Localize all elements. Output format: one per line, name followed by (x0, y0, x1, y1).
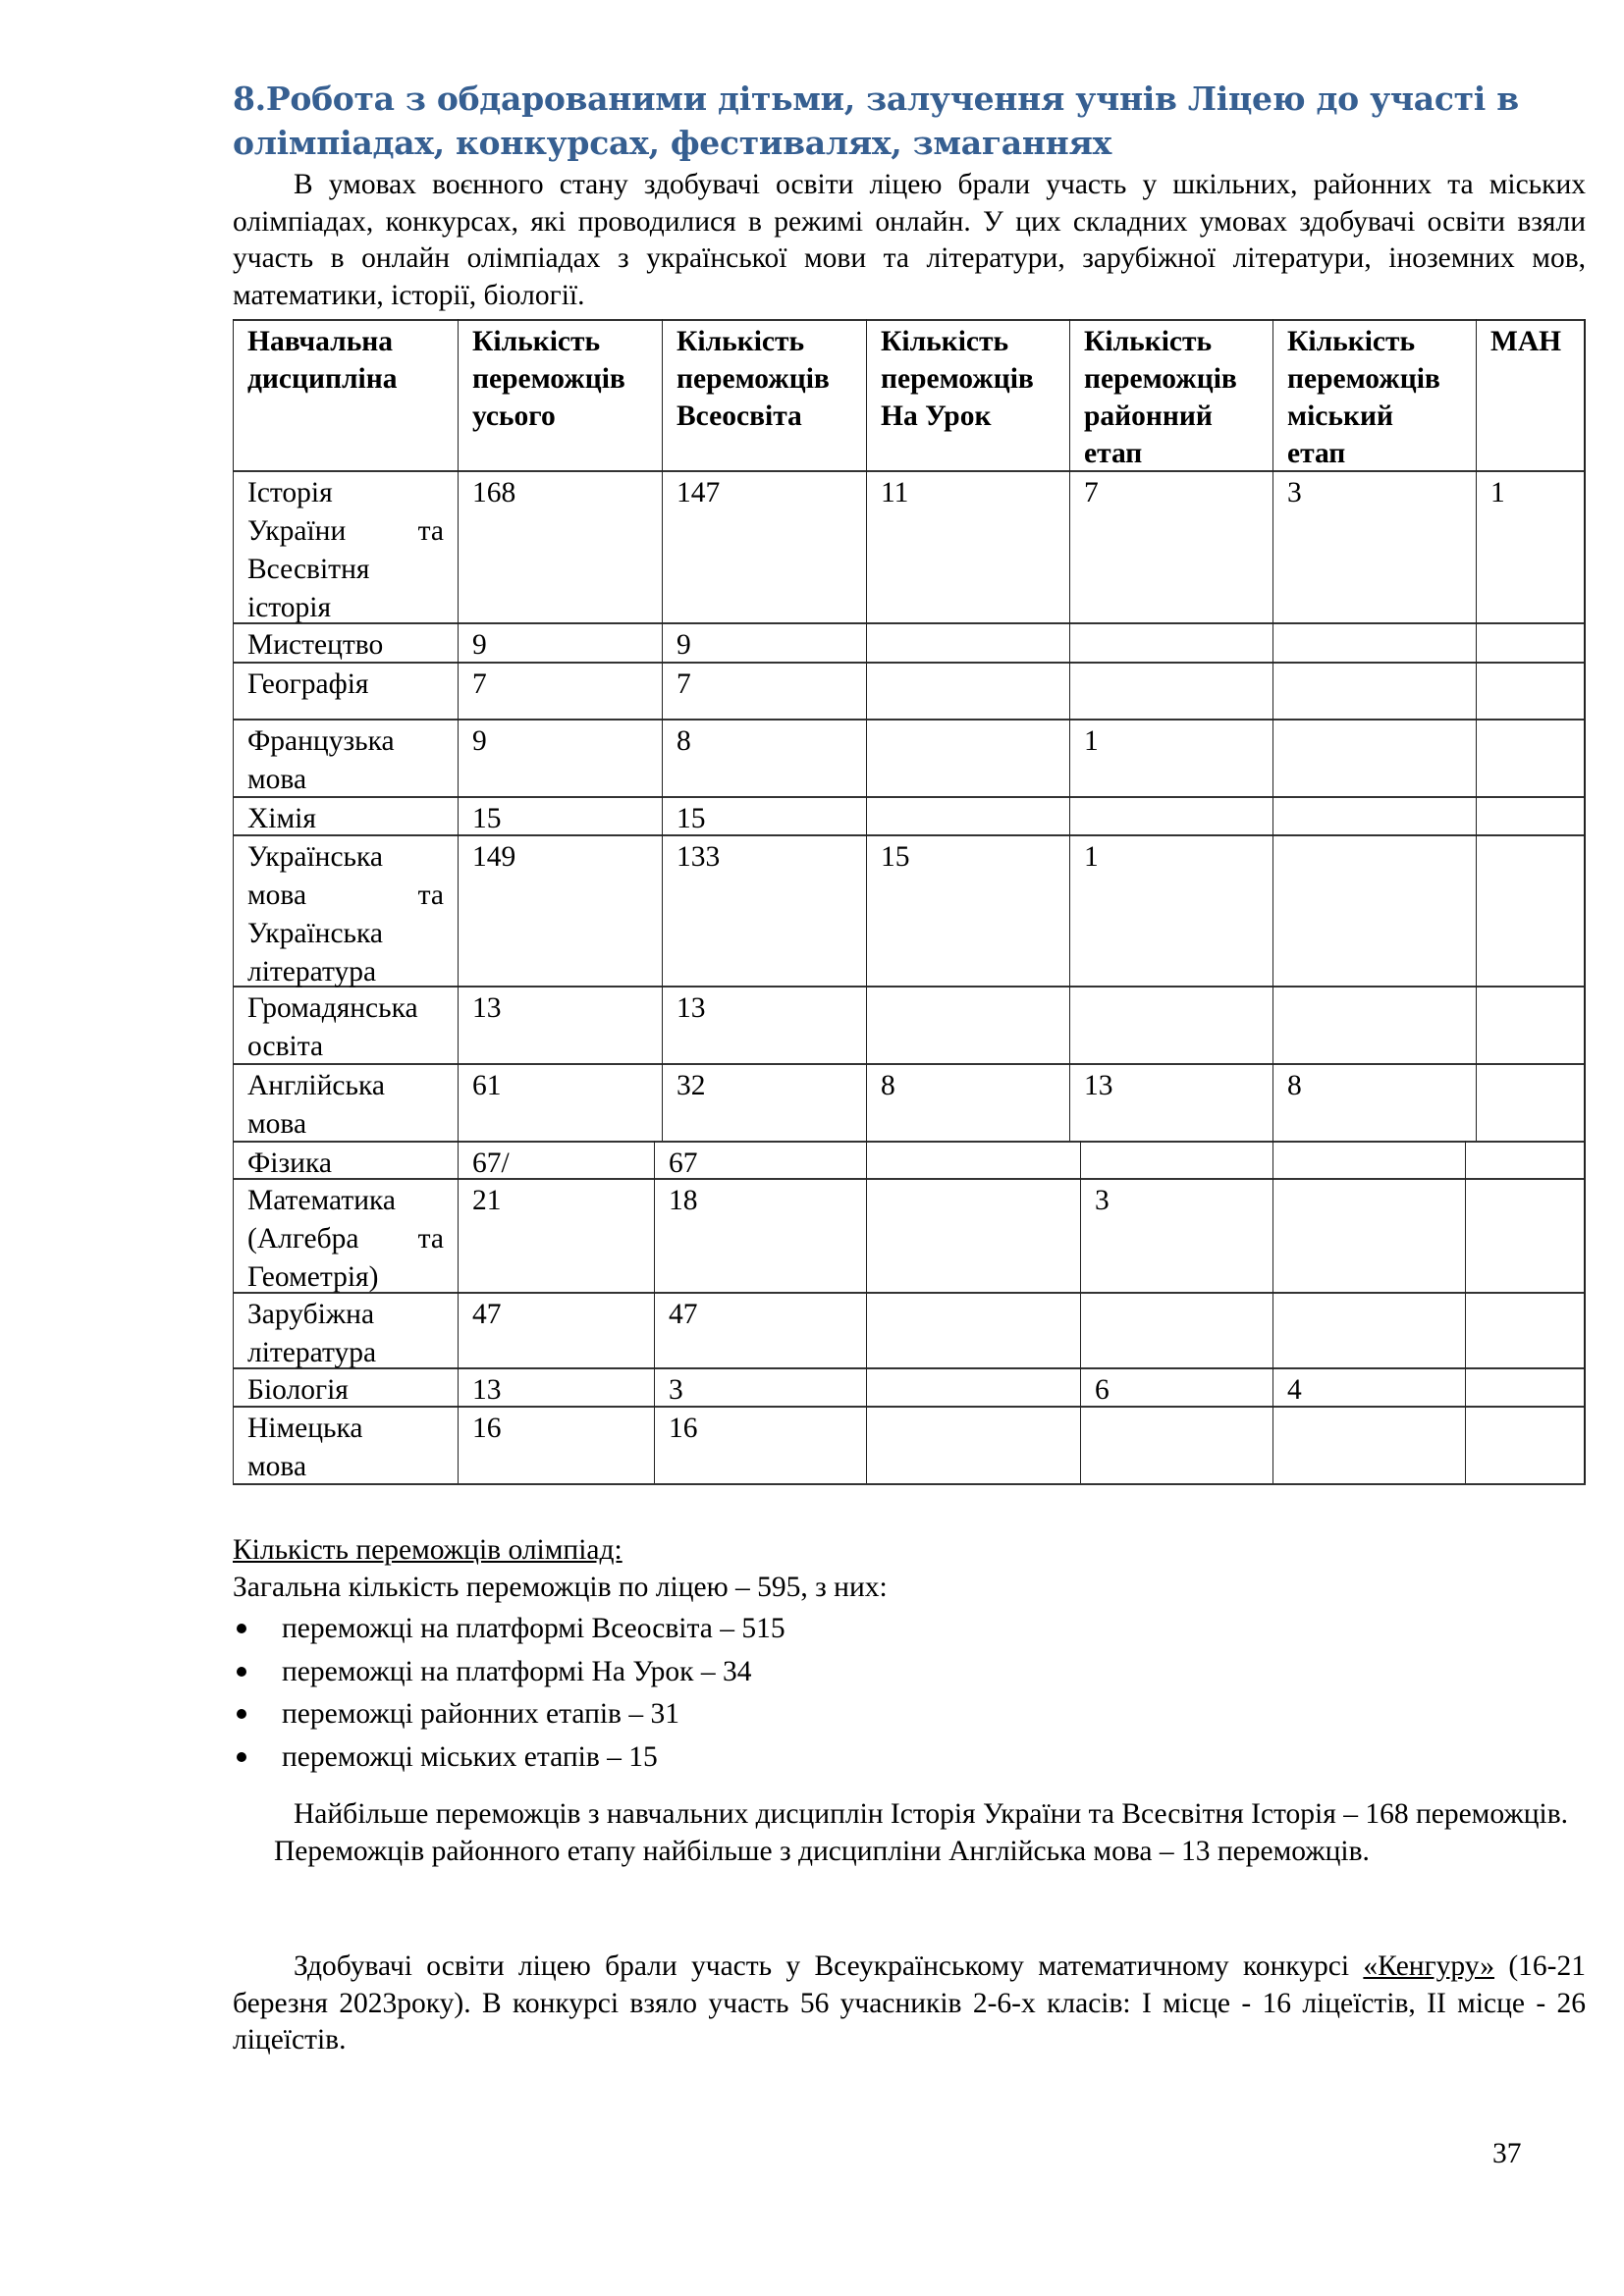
value-cell (1272, 986, 1476, 1063)
value-cell (654, 1292, 866, 1367)
value-cell (662, 470, 866, 622)
subject-word: Українська (247, 841, 383, 873)
header-text: усього (472, 400, 556, 432)
subject-line (247, 1410, 444, 1448)
cell-value: 1 (1084, 841, 1099, 873)
subject-line (247, 1182, 444, 1220)
value-cell (866, 1141, 1080, 1178)
cell-value: 133 (677, 841, 721, 873)
subject-word: Німецька (247, 1413, 363, 1444)
subject-word: України (247, 515, 347, 547)
value-cell (458, 986, 662, 1063)
cell-value: 67 (669, 1148, 698, 1179)
value-cell (1272, 470, 1476, 622)
value-cell (866, 1292, 1080, 1367)
value-cell (654, 1367, 866, 1406)
value-cell (458, 1178, 654, 1292)
value-cell (1069, 1063, 1272, 1141)
cell-value: 6 (1095, 1374, 1110, 1406)
list-item-text: переможці районних етапів – 31 (282, 1698, 679, 1730)
subject-word: Англійська (247, 1070, 385, 1101)
winners-count-title: Кількість переможців олімпіад: (233, 1534, 623, 1566)
value-cell (1465, 1178, 1586, 1292)
value-cell (866, 622, 1069, 662)
value-cell (654, 1141, 866, 1178)
cell-value: 1 (1490, 477, 1505, 508)
cell-value: 9 (472, 629, 487, 661)
kangaroo-text-after: (16-21 березня 2023року). В конкурсі взяло участь 56 учасників 2-6-х класів: І місце - 16 ліцеїстів, ІІ місце - 26 ліцеїстів. (233, 1950, 1586, 2056)
kangaroo-link[interactable]: «Кенгуру» (1363, 1950, 1495, 1982)
subject-word: Мистецтво (247, 629, 384, 661)
value-cell (866, 834, 1069, 986)
value-cell (1069, 622, 1272, 662)
value-cell (1476, 719, 1586, 796)
value-cell (866, 719, 1069, 796)
subject-line (247, 1028, 444, 1066)
cell-value: 11 (881, 477, 909, 508)
cell-value: 67/ (472, 1148, 510, 1179)
subject-line (247, 915, 444, 953)
subject-word: Зарубіжна (247, 1299, 375, 1330)
cell-value: 15 (472, 803, 502, 834)
value-cell (1069, 796, 1272, 834)
subject-line (247, 666, 444, 704)
cell-value: 18 (669, 1185, 698, 1216)
value-cell (1069, 470, 1272, 622)
header-text: Кількість (472, 326, 601, 357)
cell-value: 3 (1095, 1185, 1110, 1216)
kangaroo-text-before: Здобувачі освіти ліцею брали участь у Всеукраїнському математичному конкурсі (294, 1950, 1364, 1982)
subject-word: мова (247, 1108, 307, 1140)
header-text: Навчальна (247, 326, 394, 357)
cell-value: 47 (472, 1299, 502, 1330)
bullet-icon (237, 1709, 246, 1719)
value-cell (1272, 834, 1476, 986)
value-cell (1069, 719, 1272, 796)
header-text: переможців (472, 363, 625, 395)
cell-value: 149 (472, 841, 516, 873)
subject-word: Французька (247, 725, 395, 757)
header-text: переможців (1287, 363, 1440, 395)
cell-value: 8 (881, 1070, 895, 1101)
header-cell (1272, 319, 1476, 470)
subject-word: та (417, 1223, 444, 1255)
cell-value: 147 (677, 477, 721, 508)
cell-value: 8 (677, 725, 691, 757)
subject-word: Біологія (247, 1374, 349, 1406)
table-row (233, 1367, 1586, 1408)
cell-value: 61 (472, 1070, 502, 1101)
value-cell (866, 470, 1069, 622)
cell-value: 21 (472, 1185, 502, 1216)
header-text: переможців (677, 363, 830, 395)
subject-line (247, 877, 444, 915)
header-cell (1069, 319, 1272, 470)
value-cell (1080, 1367, 1272, 1406)
subject-cell (233, 622, 458, 662)
value-cell (1476, 796, 1586, 834)
subject-line (247, 512, 444, 551)
value-cell (1080, 1178, 1272, 1292)
table-row (233, 662, 1586, 721)
cell-value: 7 (472, 668, 487, 700)
table-row (233, 1178, 1586, 1294)
subject-line (247, 989, 444, 1028)
subject-line (247, 1296, 444, 1334)
heading-line-2: олімпіадах, конкурсах, фестивалях, змаганнях (233, 124, 1111, 162)
value-cell (1069, 834, 1272, 986)
cell-value: 7 (677, 668, 691, 700)
value-cell (458, 1292, 654, 1367)
value-cell (662, 662, 866, 719)
value-cell (458, 662, 662, 719)
value-cell (654, 1406, 866, 1483)
subject-word: Громадянська (247, 992, 418, 1024)
subject-cell (233, 719, 458, 796)
cell-value: 13 (1084, 1070, 1113, 1101)
subject-line (247, 1067, 444, 1105)
table-header-row (233, 319, 1586, 472)
cell-value: 47 (669, 1299, 698, 1330)
value-cell (662, 719, 866, 796)
cell-value: 15 (677, 803, 706, 834)
value-cell (1272, 1141, 1465, 1178)
value-cell (866, 1063, 1069, 1141)
header-text: переможців (881, 363, 1034, 395)
value-cell (866, 662, 1069, 719)
value-cell (1272, 622, 1476, 662)
value-cell (458, 1063, 662, 1141)
header-text: Кількість (881, 326, 1009, 357)
value-cell (1272, 719, 1476, 796)
district-winners-text: Переможців районного етапу найбільше з дисципліни Англійська мова – 13 переможців. (274, 1835, 1370, 1867)
subject-word: мова (247, 764, 307, 795)
value-cell (1080, 1141, 1272, 1178)
cell-value: 13 (677, 992, 706, 1024)
value-cell (866, 1406, 1080, 1483)
subject-word: Історія (247, 477, 333, 508)
subject-line (247, 800, 444, 838)
value-cell (1272, 1063, 1476, 1141)
value-cell (1272, 1178, 1465, 1292)
value-cell (458, 622, 662, 662)
value-cell (1476, 662, 1586, 719)
value-cell (1069, 662, 1272, 719)
subject-word: література (247, 956, 377, 988)
subject-word: Фізика (247, 1148, 332, 1179)
cell-value: 16 (472, 1413, 502, 1444)
value-cell (1080, 1292, 1272, 1367)
subject-cell (233, 1178, 458, 1292)
section-heading (233, 77, 1597, 165)
subject-cell (233, 662, 458, 719)
table-row (233, 622, 1586, 664)
header-text: Кількість (677, 326, 805, 357)
subject-cell (233, 986, 458, 1063)
value-cell (662, 986, 866, 1063)
subject-cell (233, 1406, 458, 1483)
subject-cell (233, 1141, 458, 1178)
value-cell (1272, 796, 1476, 834)
list-item (233, 1738, 785, 1782)
value-cell (1476, 1063, 1586, 1141)
cell-value: 32 (677, 1070, 706, 1101)
cell-value: 13 (472, 992, 502, 1024)
value-cell (458, 834, 662, 986)
most-winners-text: Найбільше переможців з навчальних дисциплін Історія України та Всесвітня Історія – 168 переможців. (294, 1798, 1569, 1830)
intro-paragraph: В умовах воєнного стану здобувачі освіти ліцею брали участь у шкільних, районних та міських олімпіадах, конкурсах, які проводилися в режимі онлайн. У цих складних умовах здобувачі освіти взяли участь в онлайн олімпіадах з української мови та літератури, зарубіжної літератури, іноземних мов, математики, історії, біології. (233, 169, 1586, 311)
value-cell (1272, 1367, 1465, 1406)
subject-word: історія (247, 592, 332, 623)
subject-cell (233, 470, 458, 622)
cell-value: 7 (1084, 477, 1099, 508)
list-item (233, 1653, 785, 1696)
bullet-icon (237, 1667, 246, 1677)
value-cell (662, 834, 866, 986)
table-row (233, 1292, 1586, 1369)
value-cell (1476, 622, 1586, 662)
header-text: Кількість (1084, 326, 1213, 357)
value-cell (866, 796, 1069, 834)
value-cell (458, 1141, 654, 1178)
subject-word: література (247, 1337, 377, 1368)
subject-line (247, 838, 444, 877)
list-item (233, 1695, 785, 1738)
subject-word: Географія (247, 668, 369, 700)
subject-word: Геометрія) (247, 1261, 379, 1293)
subject-cell (233, 1292, 458, 1367)
page-number: 37 (1492, 2138, 1522, 2169)
subject-line (247, 626, 444, 665)
cell-value: 13 (472, 1374, 502, 1406)
header-text: етап (1287, 438, 1346, 469)
subject-word: та (417, 880, 444, 911)
cell-value: 3 (669, 1374, 683, 1406)
header-text: Кількість (1287, 326, 1416, 357)
list-item-text: переможці на платформі На Урок – 34 (282, 1655, 752, 1687)
table-row (233, 719, 1586, 798)
value-cell (1272, 662, 1476, 719)
bullet-icon (237, 1752, 246, 1762)
cell-value: 16 (669, 1413, 698, 1444)
header-text: етап (1084, 438, 1143, 469)
subject-line (247, 722, 444, 761)
value-cell (458, 719, 662, 796)
value-cell (1476, 470, 1586, 622)
subject-word: (Алгебра (247, 1223, 359, 1255)
kangaroo-paragraph (233, 1949, 1586, 2059)
table-row (233, 1063, 1586, 1143)
header-cell (662, 319, 866, 470)
header-text: МАН (1490, 326, 1562, 357)
value-cell (1465, 1367, 1586, 1406)
table-row (233, 986, 1586, 1065)
subject-word: мова (247, 1451, 307, 1482)
header-text: Всеосвіта (677, 400, 802, 432)
subject-cell (233, 834, 458, 986)
subject-word: Всесвітня (247, 554, 370, 585)
subject-word: Українська (247, 918, 383, 949)
subject-word: Математика (247, 1185, 397, 1216)
cell-value: 4 (1287, 1374, 1302, 1406)
most-winners-paragraph (233, 1796, 1586, 1870)
subject-line (247, 1448, 444, 1486)
value-cell (1272, 1406, 1465, 1483)
value-cell (1080, 1406, 1272, 1483)
list-item-text: переможці міських етапів – 15 (282, 1740, 658, 1773)
subject-word: мова (247, 880, 307, 911)
value-cell (458, 470, 662, 622)
value-cell (1069, 986, 1272, 1063)
value-cell (458, 796, 662, 834)
value-cell (458, 1406, 654, 1483)
cell-value: 9 (472, 725, 487, 757)
subject-line (247, 1220, 444, 1258)
value-cell (662, 796, 866, 834)
subject-line (247, 761, 444, 799)
subject-word: освіта (247, 1031, 324, 1062)
total-winners-line: Загальна кількість переможців по ліцею – 595, з них: (233, 1572, 888, 1603)
header-cell (1476, 319, 1586, 470)
value-cell (1476, 986, 1586, 1063)
cell-value: 9 (677, 629, 691, 661)
value-cell (1476, 834, 1586, 986)
winners-breakdown-list (233, 1610, 785, 1781)
value-cell (866, 1367, 1080, 1406)
value-cell (1272, 1292, 1465, 1367)
subject-line (247, 1105, 444, 1144)
value-cell (1465, 1141, 1586, 1178)
header-text: районний (1084, 400, 1213, 432)
value-cell (662, 1063, 866, 1141)
table-row (233, 834, 1586, 988)
header-text: міський (1287, 400, 1393, 432)
value-cell (662, 622, 866, 662)
header-text: переможців (1084, 363, 1237, 395)
cell-value: 15 (881, 841, 910, 873)
value-cell (1465, 1292, 1586, 1367)
heading-line-1: 8.Робота з обдарованими дітьми, залучення учнів Ліцею до участі в (233, 80, 1519, 118)
subject-cell (233, 1367, 458, 1406)
cell-value: 3 (1287, 477, 1302, 508)
subject-word: Хімія (247, 803, 316, 834)
table-row (233, 470, 1586, 624)
header-cell (866, 319, 1069, 470)
cell-value: 8 (1287, 1070, 1302, 1101)
header-text: дисципліна (247, 363, 398, 395)
subject-line (247, 551, 444, 589)
subject-line (247, 474, 444, 512)
list-item (233, 1610, 785, 1653)
cell-value: 1 (1084, 725, 1099, 757)
value-cell (1465, 1406, 1586, 1483)
value-cell (866, 986, 1069, 1063)
value-cell (866, 1178, 1080, 1292)
subject-cell (233, 1063, 458, 1141)
subject-cell (233, 796, 458, 834)
header-cell (233, 319, 458, 470)
table-row (233, 1406, 1586, 1485)
bullet-icon (237, 1624, 246, 1633)
value-cell (458, 1367, 654, 1406)
cell-value: 168 (472, 477, 516, 508)
value-cell (654, 1178, 866, 1292)
list-item-text: переможці на платформі Всеосвіта – 515 (282, 1613, 785, 1644)
table-row (233, 1141, 1586, 1180)
subject-word: та (417, 515, 444, 547)
header-text: На Урок (881, 400, 992, 432)
header-cell (458, 319, 662, 470)
table-row (233, 796, 1586, 836)
subject-line (247, 1371, 444, 1410)
